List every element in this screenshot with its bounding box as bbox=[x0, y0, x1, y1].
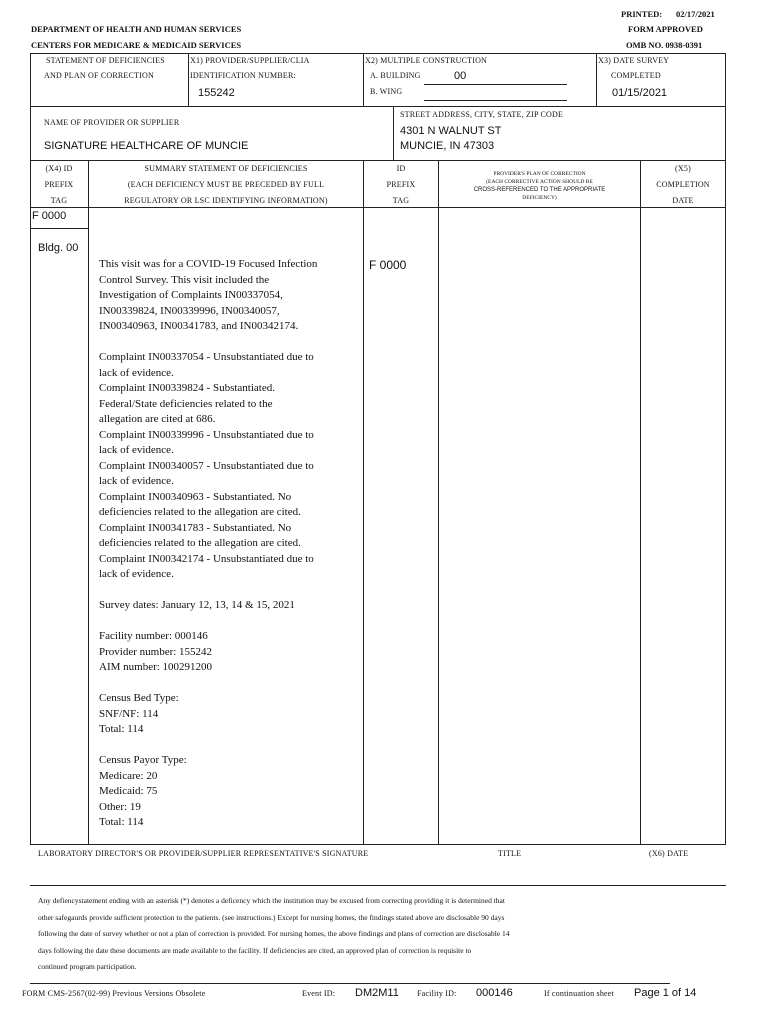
form-number: FORM CMS-2567(02-99) Previous Versions Obsolete bbox=[22, 989, 206, 998]
disclaimer-line: following the date of survey whether or not a plan of correction is provided. For nursing homes, the above findings and plans of correction are disclosable 14 bbox=[38, 929, 510, 938]
plan-header-line3: CROSS-REFERENCED TO THE APPROPRIATE bbox=[473, 187, 606, 193]
x1-label-line2: IDENTIFICATION NUMBER: bbox=[190, 71, 296, 80]
statement-line: Total: 114 bbox=[99, 816, 144, 828]
statement-line: Total: 114 bbox=[99, 723, 144, 735]
id-header-line3: TAG bbox=[392, 196, 410, 205]
tag-left: F 0000 bbox=[32, 210, 67, 222]
summary-header-line3: REGULATORY OR LSC IDENTIFYING INFORMATION) bbox=[124, 196, 328, 205]
statement-line: Complaint IN00342174 - Unsubstantiated due to bbox=[99, 552, 314, 565]
statement-line: Complaint IN00339996 - Unsubstantiated due to bbox=[99, 428, 314, 441]
statement-line: Survey dates: January 12, 13, 14 & 15, 2021 bbox=[99, 599, 295, 611]
statement-line: Control Survey. This visit included the bbox=[99, 273, 270, 286]
disclaimer-line: continued program participation. bbox=[38, 962, 137, 971]
statement-line: Census Bed Type: bbox=[99, 692, 179, 704]
x4-header-line3: TAG bbox=[50, 196, 68, 205]
a-building-label: A. BUILDING bbox=[370, 71, 421, 80]
statement-label-line1: STATEMENT OF DEFICIENCIES bbox=[46, 56, 165, 65]
statement-line: Census Payor Type: bbox=[99, 754, 187, 766]
statement-line: IN00340963, IN00341783, and IN00342174. bbox=[99, 320, 299, 332]
statement-line: This visit was for a COVID-19 Focused Infection bbox=[99, 258, 318, 270]
title-label: TITLE bbox=[498, 849, 522, 858]
plan-header-line4: DEFICIENCY) bbox=[522, 195, 557, 201]
summary-header-line1: SUMMARY STATEMENT OF DEFICIENCIES bbox=[144, 164, 308, 173]
statement-line: Federal/State deficiencies related to the bbox=[99, 397, 273, 410]
facility-id-label: Facility ID: bbox=[417, 989, 457, 998]
address-line2: MUNCIE, IN 47303 bbox=[400, 140, 495, 152]
statement-line: Complaint IN00337054 - Unsubstantiated due to bbox=[99, 351, 314, 363]
statement-line: Complaint IN00341783 - Substantiated. No bbox=[99, 521, 292, 534]
statement-line: deficiencies related to the allegation are cited. bbox=[99, 506, 301, 518]
statement-line: IN00339824, IN00339996, IN00340057, bbox=[99, 304, 280, 317]
continuation-label: If continuation sheet bbox=[544, 989, 614, 998]
a-building-value: 00 bbox=[454, 70, 467, 82]
statement-line: allegation are cited at 686. bbox=[99, 413, 216, 425]
disclaimer-line: days following the date these documents are made available to the facility. If deficiencies are cited, an approved plan of correction is requisite to bbox=[38, 945, 472, 955]
omb-number: OMB NO. 0938-0391 bbox=[626, 40, 703, 50]
disclaimer-line: other safegaurds provide sufficient protection to the patients. (see instructions.) Except for nursing homes, the findings stated above are disclosable 90 days bbox=[38, 912, 505, 922]
building-label: Bldg. 00 bbox=[38, 242, 79, 254]
b-wing-label: B. WING bbox=[370, 87, 403, 96]
printed-label: PRINTED: bbox=[621, 9, 663, 19]
statement-line: Complaint IN00339824 - Substantiated. bbox=[99, 382, 275, 394]
provider-name-value: SIGNATURE HEALTHCARE OF MUNCIE bbox=[44, 140, 249, 152]
signature-label: LABORATORY DIRECTOR'S OR PROVIDER/SUPPLIER REPRESENTATIVE'S SIGNATURE bbox=[38, 849, 369, 858]
statement-line: lack of evidence. bbox=[99, 568, 174, 580]
department-title: DEPARTMENT OF HEALTH AND HUMAN SERVICES bbox=[31, 24, 242, 34]
statement-line: AIM number: 100291200 bbox=[99, 661, 213, 673]
x5-header-line1: (X5) bbox=[675, 164, 691, 173]
statement-line: Medicare: 20 bbox=[99, 769, 158, 782]
x1-label-line1: X1) PROVIDER/SUPPLIER/CLIA bbox=[190, 56, 310, 65]
plan-header-line2: (EACH CORRECTIVE ACTION SHOULD BE bbox=[486, 179, 593, 185]
x2-label: X2) MULTIPLE CONSTRUCTION bbox=[365, 56, 488, 65]
statement-line: Facility number: 000146 bbox=[99, 630, 208, 642]
form-approved: FORM APPROVED bbox=[628, 24, 703, 34]
deficiency-statement bbox=[99, 257, 361, 831]
x5-header-line2: COMPLETION bbox=[656, 180, 710, 189]
tag-right: F 0000 bbox=[369, 258, 407, 272]
statement-line: lack of evidence. bbox=[99, 475, 174, 487]
event-id-label: Event ID: bbox=[302, 989, 336, 998]
statement-line: Complaint IN00340057 - Unsubstantiated due to bbox=[99, 459, 314, 472]
statement-label-line2: AND PLAN OF CORRECTION bbox=[44, 71, 154, 80]
x3-label-line2: COMPLETED bbox=[611, 71, 661, 80]
statement-line: lack of evidence. bbox=[99, 366, 174, 379]
page-number: Page 1 of 14 bbox=[634, 987, 697, 999]
address-label: STREET ADDRESS, CITY, STATE, ZIP CODE bbox=[400, 110, 564, 119]
disclaimer-line: Any defiencystatement ending with an asterisk (*) denotes a deficency which the institution may be excused from correcting providing it is determined that bbox=[38, 896, 505, 905]
centers-title: CENTERS FOR MEDICARE & MEDICAID SERVICES bbox=[31, 40, 242, 50]
statement-line: deficiencies related to the allegation are cited. bbox=[99, 537, 301, 549]
x3-label-line1: X3) DATE SURVEY bbox=[598, 56, 670, 65]
statement-line: Other: 19 bbox=[99, 800, 141, 813]
provider-id-value: 155242 bbox=[198, 87, 235, 99]
date-label: (X6) DATE bbox=[649, 849, 689, 858]
printed-date: 02/17/2021 bbox=[676, 9, 715, 19]
x5-header-line3: DATE bbox=[672, 196, 694, 205]
facility-id-value: 000146 bbox=[476, 987, 513, 999]
provider-name-label: NAME OF PROVIDER OR SUPPLIER bbox=[44, 118, 180, 127]
statement-line: Investigation of Complaints IN00337054, bbox=[99, 289, 283, 301]
id-header-line2: PREFIX bbox=[386, 180, 416, 189]
statement-line: Complaint IN00340963 - Substantiated. No bbox=[99, 490, 292, 503]
statement-line: Medicaid: 75 bbox=[99, 785, 158, 797]
address-line1: 4301 N WALNUT ST bbox=[400, 125, 502, 137]
statement-line: lack of evidence. bbox=[99, 444, 174, 456]
disclaimer bbox=[38, 893, 718, 976]
event-id-value: DM2M11 bbox=[355, 987, 399, 999]
x4-header-line2: PREFIX bbox=[44, 180, 74, 189]
survey-completed-date: 01/15/2021 bbox=[612, 87, 668, 99]
id-header-line1: ID bbox=[396, 164, 406, 173]
x4-header-line1: (X4) ID bbox=[45, 164, 73, 173]
summary-header-line2: (EACH DEFICIENCY MUST BE PRECEDED BY FULL bbox=[127, 180, 325, 189]
statement-line: SNF/NF: 114 bbox=[99, 707, 159, 720]
plan-header-line1: PROVIDER'S PLAN OF CORRECTION bbox=[493, 171, 586, 177]
statement-line: Provider number: 155242 bbox=[99, 645, 213, 658]
